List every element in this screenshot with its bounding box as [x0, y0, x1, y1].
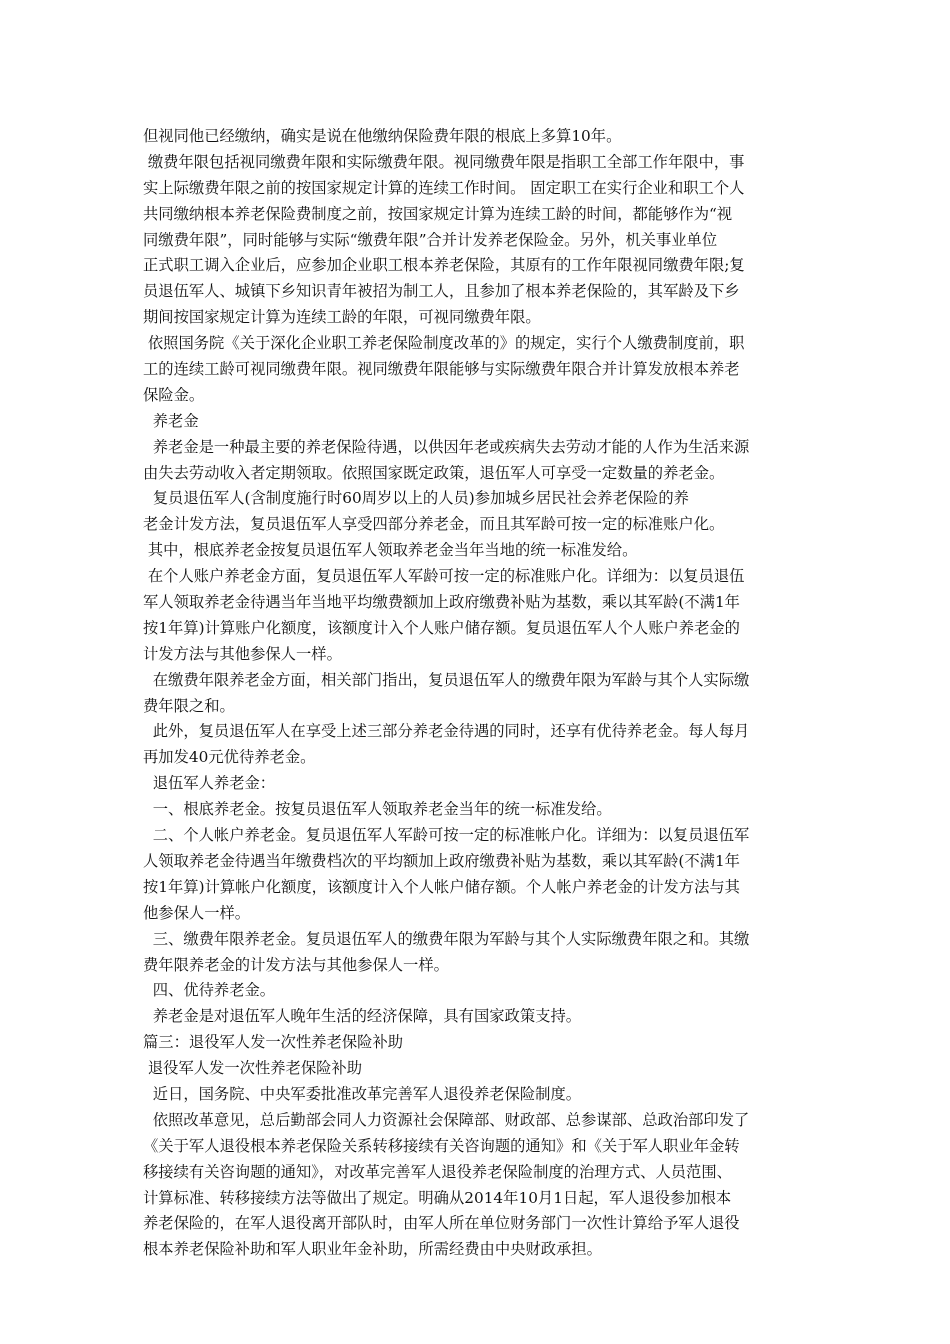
text-line: 计算标准、转移接续方法等做出了规定。明确从2014年10月1日起，军人退役参加根本 — [143, 1188, 732, 1207]
text-line: 此外，复员退伍军人在享受上述三部分养老金待遇的同时，还享有优待养老金。每人每月 — [143, 722, 750, 741]
text-line: 养老金是一种最主要的养老保险待遇，以供因年老或疾病失去劳动才能的人作为生活来源 — [143, 437, 750, 456]
text-line: 按1年算)计算账户化额度，该额度计入个人账户储存额。复员退伍军人个人账户养老金的 — [143, 618, 740, 637]
text-line: 依照改革意见，总后勤部会同人力资源社会保障部、财政部、总参谋部、总政治部印发了 — [143, 1110, 750, 1129]
list-item: 四、优待养老金。 — [143, 981, 276, 1000]
list-item: 三、缴费年限养老金。复员退伍军人的缴费年限为军龄与其个人实际缴费年限之和。其缴 — [143, 929, 750, 948]
text-line: 其中，根底养老金按复员退伍军人领取养老金当年当地的统一标准发给。 — [143, 541, 638, 560]
text-line: 人领取养老金待遇当年缴费档次的平均额加上政府缴费补贴为基数，乘以其军龄(不满1年 — [143, 851, 740, 870]
section-heading: 退伍军人养老金： — [143, 774, 276, 793]
text-line: 养老金是对退伍军人晚年生活的经济保障，具有国家政策支持。 — [143, 1007, 582, 1026]
text-line: 实上际缴费年限之前的按国家规定计算的连续工作时间。 固定职工在实行企业和职工个人 — [143, 178, 745, 197]
text-line: 老金计发方法，复员退伍军人享受四部分养老金，而且其军龄可按一定的标准账户化。 — [143, 515, 725, 534]
text-line: 计发方法与其他参保人一样。 — [143, 644, 342, 663]
text-line: 养老保险的，在军人退役离开部队时，由军人所在单位财务部门一次性计算给予军人退役 — [143, 1214, 740, 1233]
text-line: 再加发40元优待养老金。 — [143, 748, 316, 767]
text-line: 近日，国务院、中央军委批准改革完善军人退役养老保险制度。 — [143, 1084, 582, 1103]
text-line: 在个人账户养老金方面，复员退伍军人军龄可按一定的标准账户化。详细为：以复员退伍 — [143, 567, 745, 586]
text-line: 在缴费年限养老金方面，相关部门指出，复员退伍军人的缴费年限为军龄与其个人实际缴 — [143, 670, 750, 689]
text-line: 移接续有关咨询题的通知》，对改革完善军人退役养老保险制度的治理方式、人员范围、 — [143, 1162, 732, 1181]
text-line: 期间按国家规定计算为连续工龄的年限，可视同缴费年限。 — [143, 308, 541, 327]
text-line: 费年限养老金的计发方法与其他参保人一样。 — [143, 955, 449, 974]
list-item: 二、个人帐户养老金。复员退伍军人军龄可按一定的标准帐户化。详细为：以复员退伍军 — [143, 826, 750, 845]
text-line: 保险金。 — [143, 385, 205, 404]
text-line: 军人领取养老金待遇当年当地平均缴费额加上政府缴费补贴为基数，乘以其军龄(不满1年 — [143, 593, 740, 612]
text-line: 《关于军人退役根本养老保险关系转移接续有关咨询题的通知》和《关于军人职业年金转 — [143, 1136, 740, 1155]
text-line: 员退伍军人、城镇下乡知识青年被招为制工人，且参加了根本养老保险的，其军龄及下乡 — [143, 282, 740, 301]
text-line: 同缴费年限”，同时能够与实际“缴费年限”合并计发养老保险金。另外，机关事业单位 — [143, 230, 718, 249]
text-line: 复员退伍军人(含制度施行时60周岁以上的人员)参加城乡居民社会养老保险的养 — [143, 489, 689, 508]
article-title: 退役军人发一次性养老保险补助 — [143, 1059, 363, 1078]
text-line: 正式职工调入企业后，应参加企业职工根本养老保险，其原有的工作年限视同缴费年限;复 — [143, 256, 745, 275]
text-line: 工的连续工龄可视同缴费年限。视同缴费年限能够与实际缴费年限合并计算发放根本养老 — [143, 360, 740, 379]
text-line: 根本养老保险补助和军人职业年金补助，所需经费由中央财政承担。 — [143, 1240, 602, 1259]
document-body — [143, 124, 810, 1263]
text-line: 他参保人一样。 — [143, 903, 251, 922]
text-line: 但视同他已经缴纳，确实是说在他缴纳保险费年限的根底上多算10年。 — [143, 127, 622, 145]
list-item: 一、根底养老金。按复员退伍军人领取养老金当年的统一标准发给。 — [143, 800, 612, 819]
chapter-title: 篇三：退役军人发一次性养老保险补助 — [143, 1033, 404, 1052]
text-line: 依照国务院《关于深化企业职工养老保险制度改革的》的规定，实行个人缴费制度前，职 — [143, 334, 745, 353]
text-line: 缴费年限包括视同缴费年限和实际缴费年限。视同缴费年限是指职工全部工作年限中，事 — [143, 152, 745, 171]
text-line: 按1年算)计算帐户化额度，该额度计入个人帐户储存额。个人帐户养老金的计发方法与其 — [143, 877, 740, 896]
text-line: 共同缴纳根本养老保险费制度之前，按国家规定计算为连续工龄的时间，都能够作为“视 — [143, 204, 733, 223]
text-line: 费年限之和。 — [143, 696, 235, 715]
text-line: 由失去劳动收入者定期领取。依照国家既定政策，退伍军人可享受一定数量的养老金。 — [143, 463, 725, 482]
section-heading: 养老金 — [143, 411, 199, 430]
